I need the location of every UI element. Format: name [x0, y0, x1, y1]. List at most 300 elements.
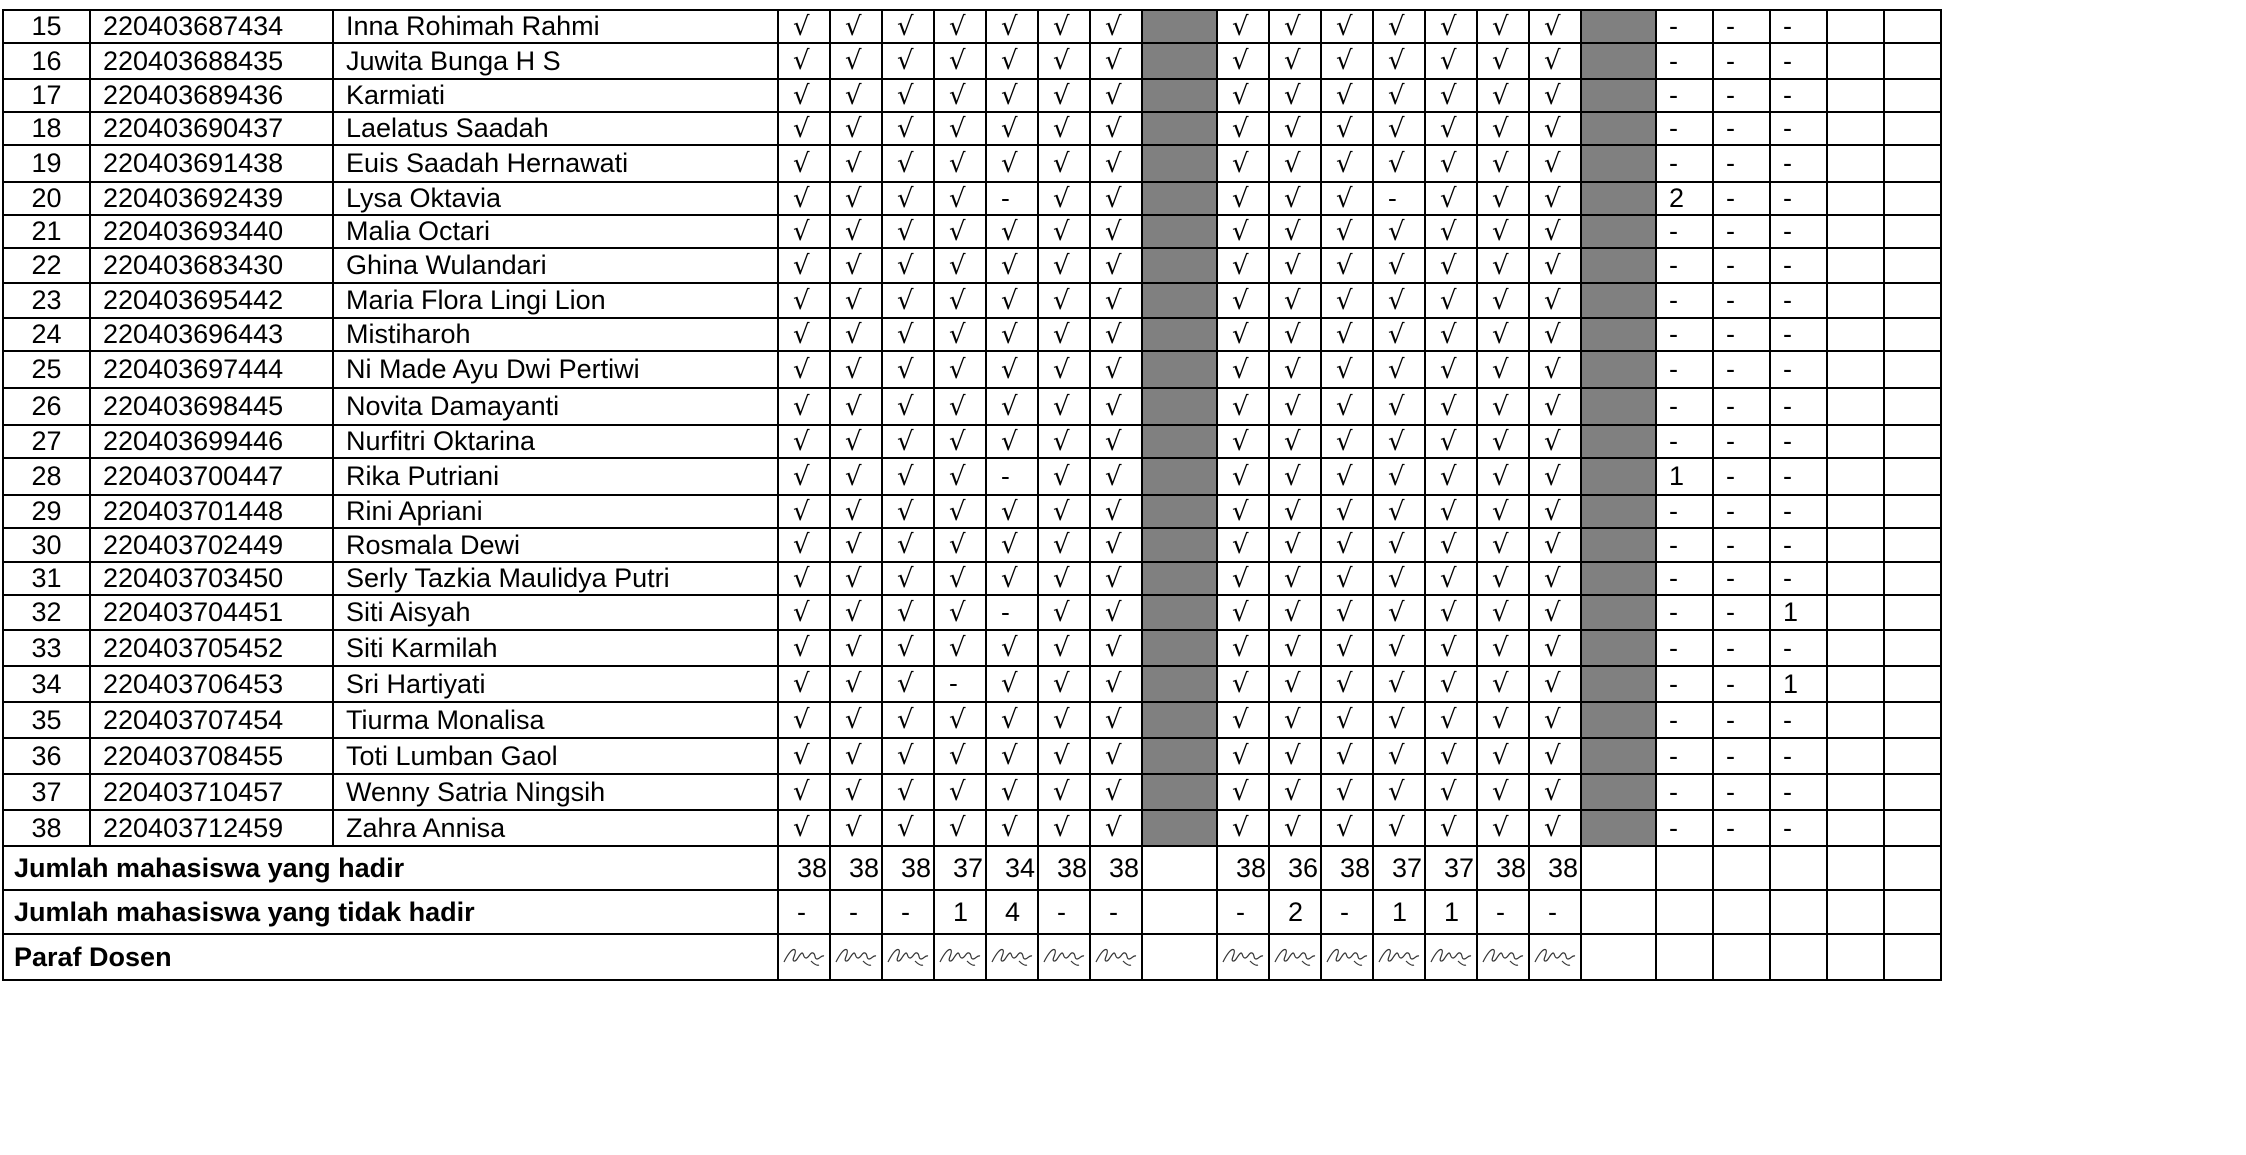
attendance-mark: √	[1217, 495, 1269, 528]
separator-cell	[1142, 425, 1217, 458]
attendance-mark: √	[934, 112, 986, 145]
total-absent-row-value: 2	[1269, 890, 1321, 934]
student-nim: 220403698445	[90, 388, 333, 425]
attendance-mark: √	[1269, 112, 1321, 145]
attendance-mark: -	[986, 182, 1038, 215]
attendance-mark: √	[1269, 495, 1321, 528]
student-name: Karmiati	[333, 79, 778, 112]
empty-cell	[1884, 810, 1941, 846]
absence-count: -	[1770, 388, 1827, 425]
attendance-mark: √	[1090, 79, 1142, 112]
attendance-mark: √	[1477, 112, 1529, 145]
absence-count: -	[1713, 702, 1770, 738]
attendance-mark: √	[830, 562, 882, 595]
attendance-mark: √	[1425, 595, 1477, 630]
separator-cell	[1142, 248, 1217, 283]
total-present-row-value: 37	[1425, 846, 1477, 890]
empty-cell	[1884, 738, 1941, 774]
separator-cell	[1142, 562, 1217, 595]
absence-count: -	[1713, 10, 1770, 43]
separator-cell	[1142, 595, 1217, 630]
attendance-mark: √	[882, 562, 934, 595]
attendance-mark: √	[1321, 495, 1373, 528]
attendance-mark: √	[1425, 182, 1477, 215]
attendance-mark: √	[1269, 738, 1321, 774]
attendance-mark: √	[1477, 318, 1529, 351]
attendance-mark: √	[1321, 702, 1373, 738]
absence-count: -	[1770, 495, 1827, 528]
attendance-mark: √	[1090, 702, 1142, 738]
separator-cell	[1142, 630, 1217, 666]
student-name: Maria Flora Lingi Lion	[333, 283, 778, 318]
attendance-mark: √	[1217, 388, 1269, 425]
empty-cell	[1827, 934, 1884, 980]
attendance-mark: √	[1090, 595, 1142, 630]
attendance-mark: √	[778, 595, 830, 630]
empty-cell	[1884, 215, 1941, 248]
attendance-mark: √	[882, 43, 934, 79]
attendance-mark: √	[1425, 630, 1477, 666]
separator-cell	[1142, 458, 1217, 495]
attendance-mark: √	[1038, 351, 1090, 388]
absence-count: -	[1713, 182, 1770, 215]
attendance-mark: √	[882, 79, 934, 112]
attendance-mark: √	[1038, 112, 1090, 145]
attendance-mark: √	[1529, 666, 1581, 702]
separator-cell	[1581, 145, 1656, 182]
attendance-mark: √	[882, 10, 934, 43]
student-number: 20	[3, 182, 90, 215]
attendance-mark: √	[1477, 810, 1529, 846]
signature-image	[778, 934, 830, 980]
empty-cell	[1884, 425, 1941, 458]
signature-image	[1038, 934, 1090, 980]
attendance-mark: √	[1373, 283, 1425, 318]
attendance-mark: √	[1217, 595, 1269, 630]
empty-cell	[1581, 934, 1656, 980]
attendance-mark: √	[1217, 458, 1269, 495]
attendance-mark: √	[1321, 215, 1373, 248]
attendance-mark: √	[830, 182, 882, 215]
attendance-mark: √	[1090, 283, 1142, 318]
empty-cell	[1884, 528, 1941, 562]
total-present-row-value: 38	[830, 846, 882, 890]
absence-count: 1	[1770, 666, 1827, 702]
separator-cell	[1581, 630, 1656, 666]
signature-image	[1269, 934, 1321, 980]
student-number: 33	[3, 630, 90, 666]
student-nim: 220403689436	[90, 79, 333, 112]
attendance-mark: √	[882, 318, 934, 351]
signature-image	[1090, 934, 1142, 980]
attendance-mark: -	[1373, 182, 1425, 215]
separator-cell	[1142, 10, 1217, 43]
attendance-mark: √	[1269, 318, 1321, 351]
attendance-mark: √	[986, 112, 1038, 145]
table-row	[3, 79, 1941, 112]
student-nim: 220403696443	[90, 318, 333, 351]
attendance-mark: √	[1217, 528, 1269, 562]
empty-cell	[1827, 318, 1884, 351]
total-present-row-value: 38	[778, 846, 830, 890]
empty-cell	[1884, 283, 1941, 318]
table-row	[3, 630, 1941, 666]
separator-cell	[1581, 388, 1656, 425]
attendance-mark: √	[1425, 495, 1477, 528]
signature-image	[1217, 934, 1269, 980]
separator-cell	[1581, 79, 1656, 112]
attendance-mark: √	[1217, 248, 1269, 283]
attendance-mark: √	[934, 738, 986, 774]
empty-cell	[1884, 10, 1941, 43]
student-name: Laelatus Saadah	[333, 112, 778, 145]
attendance-mark: √	[830, 10, 882, 43]
attendance-mark: √	[882, 351, 934, 388]
attendance-mark: √	[1425, 248, 1477, 283]
empty-cell	[1581, 890, 1656, 934]
attendance-mark: -	[986, 458, 1038, 495]
student-number: 30	[3, 528, 90, 562]
attendance-mark: √	[1217, 10, 1269, 43]
absence-count: -	[1713, 112, 1770, 145]
attendance-mark: √	[1373, 248, 1425, 283]
attendance-mark: √	[986, 351, 1038, 388]
attendance-mark: √	[1529, 388, 1581, 425]
attendance-mark: √	[934, 528, 986, 562]
attendance-mark: √	[830, 112, 882, 145]
absence-count: -	[1770, 458, 1827, 495]
empty-cell	[1827, 182, 1884, 215]
separator-cell	[1142, 774, 1217, 810]
attendance-mark: √	[1269, 10, 1321, 43]
empty-cell	[1884, 774, 1941, 810]
empty-cell	[1827, 595, 1884, 630]
attendance-mark: √	[778, 145, 830, 182]
student-name: Sri Hartiyati	[333, 666, 778, 702]
attendance-mark: √	[1269, 248, 1321, 283]
attendance-mark: √	[1269, 702, 1321, 738]
attendance-mark: √	[1038, 774, 1090, 810]
attendance-mark: √	[1529, 248, 1581, 283]
attendance-mark: √	[1373, 10, 1425, 43]
table-row	[3, 495, 1941, 528]
separator-cell	[1581, 283, 1656, 318]
attendance-mark: √	[986, 215, 1038, 248]
attendance-mark: √	[1321, 666, 1373, 702]
separator-cell	[1581, 318, 1656, 351]
attendance-mark: √	[1217, 666, 1269, 702]
attendance-mark: √	[1090, 666, 1142, 702]
absence-count: -	[1713, 215, 1770, 248]
student-nim: 220403704451	[90, 595, 333, 630]
attendance-mark: √	[778, 79, 830, 112]
absence-count: -	[1656, 145, 1713, 182]
absence-count: -	[1656, 630, 1713, 666]
empty-cell	[1581, 846, 1656, 890]
attendance-mark: √	[1090, 351, 1142, 388]
total-absent-row-value: -	[778, 890, 830, 934]
attendance-mark: √	[1217, 630, 1269, 666]
attendance-mark: -	[934, 666, 986, 702]
student-nim: 220403699446	[90, 425, 333, 458]
table-row	[3, 425, 1941, 458]
separator-cell	[1581, 458, 1656, 495]
attendance-mark: √	[778, 318, 830, 351]
attendance-mark: √	[1217, 79, 1269, 112]
student-number: 35	[3, 702, 90, 738]
total-absent-row-value: -	[1217, 890, 1269, 934]
attendance-mark: √	[1373, 810, 1425, 846]
absence-count: -	[1770, 43, 1827, 79]
separator-cell	[1581, 774, 1656, 810]
attendance-mark: √	[1038, 595, 1090, 630]
attendance-mark: √	[1321, 10, 1373, 43]
signature-image	[830, 934, 882, 980]
empty-cell	[1884, 79, 1941, 112]
empty-cell	[1827, 810, 1884, 846]
empty-cell	[1142, 890, 1217, 934]
attendance-mark: √	[882, 248, 934, 283]
attendance-mark: √	[778, 666, 830, 702]
attendance-mark: √	[778, 425, 830, 458]
table-row	[3, 774, 1941, 810]
empty-cell	[1884, 495, 1941, 528]
absence-count: -	[1770, 10, 1827, 43]
attendance-mark: √	[934, 215, 986, 248]
attendance-mark: √	[1529, 738, 1581, 774]
student-number: 38	[3, 810, 90, 846]
attendance-mark: √	[1477, 702, 1529, 738]
absence-count: -	[1770, 283, 1827, 318]
student-nim: 220403697444	[90, 351, 333, 388]
separator-cell	[1581, 425, 1656, 458]
absence-count: -	[1770, 248, 1827, 283]
table-row	[3, 145, 1941, 182]
attendance-mark: √	[1038, 738, 1090, 774]
attendance-mark: √	[1321, 630, 1373, 666]
attendance-mark: √	[1373, 562, 1425, 595]
table-row	[3, 528, 1941, 562]
attendance-mark: √	[1321, 425, 1373, 458]
attendance-mark: √	[778, 738, 830, 774]
attendance-mark: √	[1269, 458, 1321, 495]
attendance-mark: √	[1529, 351, 1581, 388]
attendance-mark: √	[1269, 388, 1321, 425]
student-number: 28	[3, 458, 90, 495]
student-name: Ni Made Ayu Dwi Pertiwi	[333, 351, 778, 388]
attendance-mark: √	[1529, 318, 1581, 351]
attendance-mark: √	[778, 215, 830, 248]
attendance-mark: √	[1529, 595, 1581, 630]
attendance-mark: √	[1529, 145, 1581, 182]
attendance-mark: √	[1477, 79, 1529, 112]
attendance-mark: √	[1269, 595, 1321, 630]
attendance-mark: √	[986, 145, 1038, 182]
attendance-mark: √	[934, 318, 986, 351]
student-name: Mistiharoh	[333, 318, 778, 351]
attendance-mark: √	[1425, 351, 1477, 388]
student-nim: 220403690437	[90, 112, 333, 145]
attendance-mark: √	[1425, 79, 1477, 112]
attendance-mark: √	[1321, 810, 1373, 846]
attendance-mark: √	[882, 145, 934, 182]
attendance-mark: √	[1529, 43, 1581, 79]
attendance-mark: √	[830, 702, 882, 738]
attendance-mark: √	[934, 43, 986, 79]
empty-cell	[1827, 528, 1884, 562]
student-nim: 220403693440	[90, 215, 333, 248]
attendance-mark: √	[882, 388, 934, 425]
student-name: Rosmala Dewi	[333, 528, 778, 562]
signature-image	[934, 934, 986, 980]
attendance-mark: √	[1217, 702, 1269, 738]
attendance-mark: √	[830, 630, 882, 666]
empty-cell	[1827, 846, 1884, 890]
absence-count: -	[1656, 351, 1713, 388]
separator-cell	[1142, 351, 1217, 388]
attendance-mark: √	[1529, 10, 1581, 43]
student-name: Euis Saadah Hernawati	[333, 145, 778, 182]
attendance-mark: √	[1090, 774, 1142, 810]
empty-cell	[1884, 890, 1941, 934]
attendance-mark: √	[1373, 145, 1425, 182]
attendance-mark: √	[830, 43, 882, 79]
attendance-mark: √	[1373, 702, 1425, 738]
attendance-mark: √	[1038, 562, 1090, 595]
attendance-mark: √	[1217, 283, 1269, 318]
absence-count: -	[1770, 215, 1827, 248]
attendance-mark: √	[1038, 318, 1090, 351]
attendance-mark: √	[1373, 425, 1425, 458]
signature-row-label: Paraf Dosen	[3, 934, 778, 980]
student-number: 34	[3, 666, 90, 702]
student-nim: 220403702449	[90, 528, 333, 562]
attendance-mark: √	[1090, 458, 1142, 495]
table-row	[3, 248, 1941, 283]
total-present-row-value: 38	[1529, 846, 1581, 890]
absence-count: -	[1713, 43, 1770, 79]
attendance-mark: √	[1529, 79, 1581, 112]
attendance-mark: √	[1269, 528, 1321, 562]
attendance-mark: √	[986, 79, 1038, 112]
attendance-mark: √	[778, 182, 830, 215]
absence-count: -	[1770, 182, 1827, 215]
absence-count: -	[1713, 495, 1770, 528]
student-nim: 220403708455	[90, 738, 333, 774]
attendance-mark: √	[986, 425, 1038, 458]
empty-cell	[1884, 351, 1941, 388]
empty-cell	[1827, 388, 1884, 425]
attendance-mark: √	[1090, 215, 1142, 248]
student-name: Ghina Wulandari	[333, 248, 778, 283]
separator-cell	[1142, 283, 1217, 318]
attendance-mark: √	[1477, 10, 1529, 43]
attendance-mark: √	[1529, 495, 1581, 528]
attendance-mark: √	[1477, 630, 1529, 666]
separator-cell	[1142, 318, 1217, 351]
attendance-mark: √	[1038, 388, 1090, 425]
absence-count: -	[1713, 738, 1770, 774]
total-absent-row-value: 1	[1373, 890, 1425, 934]
separator-cell	[1142, 43, 1217, 79]
attendance-mark: √	[1217, 145, 1269, 182]
absence-count: -	[1713, 351, 1770, 388]
separator-cell	[1581, 810, 1656, 846]
separator-cell	[1581, 495, 1656, 528]
attendance-mark: √	[882, 595, 934, 630]
separator-cell	[1581, 182, 1656, 215]
empty-cell	[1884, 458, 1941, 495]
attendance-mark: √	[1477, 666, 1529, 702]
attendance-mark: √	[778, 810, 830, 846]
attendance-mark: √	[830, 774, 882, 810]
attendance-mark: √	[830, 425, 882, 458]
attendance-mark: √	[1529, 810, 1581, 846]
attendance-mark: √	[778, 112, 830, 145]
absence-count: -	[1770, 425, 1827, 458]
absence-count: -	[1713, 458, 1770, 495]
attendance-mark: √	[986, 388, 1038, 425]
total-present-row-value: 38	[1217, 846, 1269, 890]
student-name: Rika Putriani	[333, 458, 778, 495]
student-name: Juwita Bunga H S	[333, 43, 778, 79]
absence-count: 2	[1656, 182, 1713, 215]
empty-cell	[1884, 630, 1941, 666]
attendance-mark: √	[1217, 182, 1269, 215]
attendance-mark: √	[1425, 10, 1477, 43]
student-nim: 220403691438	[90, 145, 333, 182]
absence-count: -	[1713, 810, 1770, 846]
empty-cell	[1884, 846, 1941, 890]
total-absent-row-value: -	[1090, 890, 1142, 934]
absence-count: -	[1713, 388, 1770, 425]
attendance-mark: √	[934, 283, 986, 318]
attendance-mark: √	[1425, 283, 1477, 318]
attendance-mark: √	[986, 318, 1038, 351]
empty-cell	[1827, 774, 1884, 810]
student-nim: 220403688435	[90, 43, 333, 79]
attendance-mark: √	[1321, 388, 1373, 425]
signature-image	[1373, 934, 1425, 980]
attendance-mark: √	[1038, 702, 1090, 738]
attendance-mark: √	[934, 10, 986, 43]
attendance-mark: √	[1090, 528, 1142, 562]
absence-count: -	[1770, 145, 1827, 182]
absence-count: -	[1656, 10, 1713, 43]
attendance-mark: √	[830, 528, 882, 562]
attendance-mark: √	[778, 458, 830, 495]
attendance-mark: √	[934, 182, 986, 215]
attendance-mark: √	[778, 43, 830, 79]
table-row	[3, 738, 1941, 774]
attendance-mark: √	[830, 351, 882, 388]
attendance-mark: √	[830, 738, 882, 774]
attendance-mark: √	[778, 283, 830, 318]
attendance-mark: √	[882, 112, 934, 145]
student-number: 16	[3, 43, 90, 79]
student-number: 17	[3, 79, 90, 112]
attendance-mark: √	[1477, 182, 1529, 215]
signature-image	[1425, 934, 1477, 980]
separator-cell	[1142, 738, 1217, 774]
empty-cell	[1827, 495, 1884, 528]
attendance-mark: √	[1373, 351, 1425, 388]
student-nim: 220403701448	[90, 495, 333, 528]
signature-image	[1477, 934, 1529, 980]
table-row	[3, 318, 1941, 351]
attendance-mark: √	[1038, 79, 1090, 112]
attendance-mark: √	[1090, 145, 1142, 182]
